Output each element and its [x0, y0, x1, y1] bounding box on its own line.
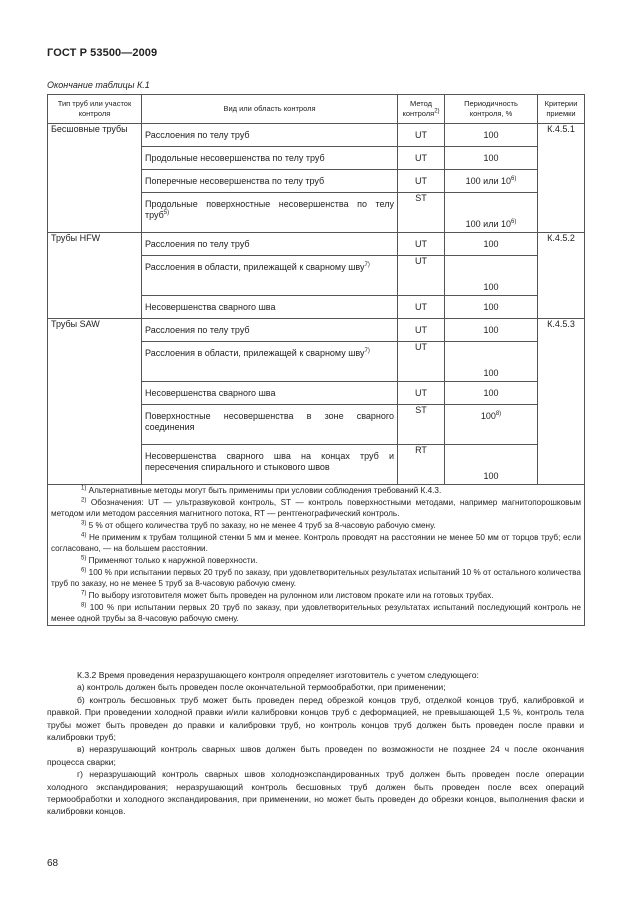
footnote: $^{7)}$ По выбору изготовителя может быть проведен на рулонном или листовом прокате или на готовых трубах.	[81, 590, 494, 600]
control-area-cell: Продольные поверхностные несовершенства по телу труб$^{5)}$	[142, 193, 398, 233]
period-cell: 100	[445, 147, 538, 170]
period-cell: 100	[445, 342, 538, 382]
method-cell: UT	[398, 382, 445, 405]
period-cell: 100 или 10$^{6)}$	[445, 170, 538, 193]
page-number: 68	[47, 858, 59, 869]
pipe-type-cell: Бесшовные трубы	[48, 124, 142, 233]
body-text	[47, 669, 584, 818]
control-area-cell: Поверхностные несовершенства в зоне сварного соединения	[142, 405, 398, 445]
table-header-row	[48, 95, 585, 124]
header-type: Тип труб или участок контроля	[48, 95, 142, 124]
table-row	[48, 319, 585, 342]
control-area-cell: Расслоения в области, прилежащей к сварному шву$^{7)}$	[142, 342, 398, 382]
body-paragraph: г) неразрушающий контроль сварных швов холодноэкспандированных труб должен быть проведен после операции холодного экспандирования; неразрушающий контроль бесшовных труб должен быть проведен после всех операций термообработки и холодного экспандирования, при применении, но может быть проведен до обрезки концов, выполнения фаски и калибровки концов.	[47, 769, 584, 817]
period-cell: 100	[445, 445, 538, 485]
footnote: $^{2)}$ Обозначения: UT — ультразвуковой контроль, ST — контроль поверхностными методами, например магнитопорошковым методом или методом рассеяния магнитного потока, RT — рентгенографический контроль.	[51, 497, 582, 518]
body-paragraph: а) контроль должен быть проведен после окончательной термообработки, при применении;	[77, 682, 446, 693]
footnote: $^{5)}$ Применяют только к наружной поверхности.	[81, 555, 258, 565]
period-cell: 100$^{8)}$	[445, 405, 538, 445]
body-paragraph: в) неразрушающий контроль сварных швов должен быть проведен по возможности не позднее 24 ч после окончания процесса сварки;	[47, 744, 584, 767]
period-cell: 100 или 10$^{6)}$	[445, 193, 538, 233]
method-cell: UT	[398, 124, 445, 147]
control-area-cell: Расслоения по телу труб	[142, 233, 398, 256]
control-area-cell: Несовершенства сварного шва	[142, 296, 398, 319]
control-area-cell: Расслоения по телу труб	[142, 124, 398, 147]
footnote: $^{8)}$ 100 % при испытании первых 20 труб по заказу, при удовлетворительных результатах испытаний последующий контроль не менее одной трубы за 8-часовую рабочую смену.	[51, 602, 581, 623]
period-cell: 100	[445, 382, 538, 405]
method-cell: ST	[398, 193, 445, 233]
footnotes	[48, 485, 585, 626]
control-area-cell: Поперечные несовершенства по телу труб	[142, 170, 398, 193]
control-area-cell: Расслоения по телу труб	[142, 319, 398, 342]
method-cell: UT	[398, 233, 445, 256]
criteria-cell: К.4.5.3	[538, 319, 585, 485]
control-area-cell: Расслоения в области, прилежащей к сварному шву$^{7)}$	[142, 256, 398, 296]
period-cell: 100	[445, 233, 538, 256]
footnote: $^{3)}$ 5 % от общего количества труб по заказу, но не менее 4 труб за 8-часовую рабочую смену.	[81, 520, 436, 530]
control-table	[47, 94, 585, 626]
table-caption: Окончание таблицы К.1	[47, 80, 150, 90]
footnote: $^{6)}$ 100 % при испытании первых 20 труб по заказу, при удовлетворительных результатах испытаний 10 % от остального количества труб по заказу, но не менее 5 труб за 8-часовую рабочую смену.	[51, 567, 581, 588]
table-row	[48, 124, 585, 147]
pipe-type-cell: Трубы SAW	[48, 319, 142, 485]
header-method: Метод контроля$^{2)}$	[398, 95, 445, 124]
method-cell: UT	[398, 319, 445, 342]
control-area-cell: Несовершенства сварного шва на концах труб и пересечения спирального и стыкового швов	[142, 445, 398, 485]
body-paragraph: К.3.2 Время проведения неразрушающего контроля определяет изготовитель с учетом следующего:	[77, 670, 479, 680]
pipe-type-cell: Трубы HFW	[48, 233, 142, 319]
table-row	[48, 233, 585, 256]
period-cell: 100	[445, 124, 538, 147]
method-cell: UT	[398, 170, 445, 193]
header-period: Периодичность контроля, %	[445, 95, 538, 124]
footnote: $^{1)}$ Альтернативные методы могут быть применимы при условии соблюдения требований К.4.3.	[81, 485, 442, 495]
body-paragraph: б) контроль бесшовных труб может быть проведен перед обрезкой концов труб, отделкой концов труб, калибровкой и правкой. При проведении холодной правки и/или калибровки концов труб с деформацией, не превышающей 1,5 %, контроль тела трубы может быть проведен до правки и калибровки труб, но контроль концов труб должен быть проведен после правки и калибровки труб;	[47, 694, 584, 743]
header-control: Вид или область контроля	[142, 95, 398, 124]
method-cell: UT	[398, 147, 445, 170]
criteria-cell: К.4.5.1	[538, 124, 585, 233]
control-area-cell: Продольные несовершенства по телу труб	[142, 147, 398, 170]
period-cell: 100	[445, 319, 538, 342]
period-cell: 100	[445, 256, 538, 296]
method-cell: UT	[398, 342, 445, 382]
method-cell: RT	[398, 445, 445, 485]
header-criteria: Критерии приемки	[538, 95, 585, 124]
method-cell: UT	[398, 256, 445, 296]
criteria-cell: К.4.5.2	[538, 233, 585, 319]
period-cell: 100	[445, 296, 538, 319]
doc-code: ГОСТ Р 53500—2009	[47, 47, 158, 59]
method-cell: ST	[398, 405, 445, 445]
footnote: $^{4)}$ Не применим к трубам толщиной стенки 5 мм и менее. Контроль проводят на расстоянии не менее 50 мм от торцов труб; если согласовано, — на большем расстоянии.	[51, 532, 582, 553]
notes-row	[48, 485, 585, 626]
method-cell: UT	[398, 296, 445, 319]
control-area-cell: Несовершенства сварного шва	[142, 382, 398, 405]
